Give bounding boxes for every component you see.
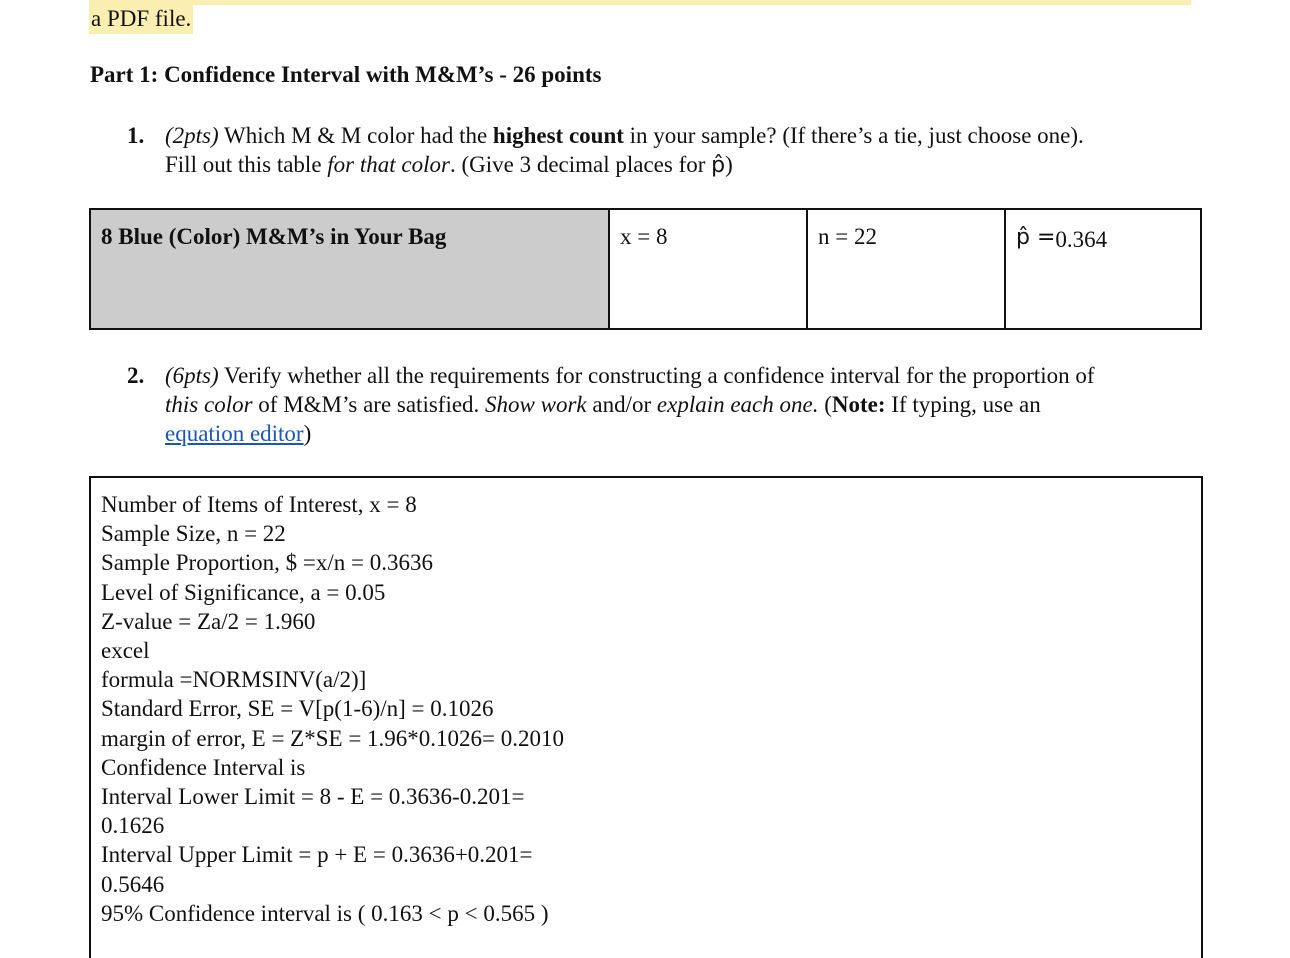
color-count-table (89, 208, 1202, 330)
table-phat-cell[interactable] (1005, 209, 1201, 329)
work-line: 95% Confidence interval is ( 0.163 < p < 0.565 ) (101, 900, 549, 926)
work-line: Standard Error, SE = V[p(1-6)/n] = 0.1026 (101, 696, 494, 722)
table-phat-value: 0.364 (1055, 227, 1108, 252)
work-line: Interval Lower Limit = 8 - E = 0.3636-0.201= (101, 784, 525, 810)
work-line: Interval Upper Limit = p + E = 0.3636+0.201= (101, 842, 533, 868)
p-hat-symbol: p̂ (711, 153, 726, 178)
part-title: Part 1: Confidence Interval with M&M’s - 26 points (90, 62, 602, 87)
work-line: Level of Significance, a = 0.05 (101, 579, 386, 605)
question-2-number: 2. (127, 363, 145, 388)
question-1-number: 1. (127, 123, 145, 148)
work-line: 0.5646 (101, 871, 165, 897)
table-phat-symbol: p̂ = (1016, 225, 1056, 250)
work-line: Confidence Interval is (101, 754, 306, 780)
work-line: Sample Size, n = 22 (101, 521, 286, 547)
work-lines (101, 490, 564, 928)
question-2: 2. (6pts) Verify whether all the requirements for constructing a confidence interval for the proportion of this color of M&M’s are satisfied. Show work and/or explain each one. (Note: If typing, use an equation editor) (127, 363, 1095, 446)
intro-tail-text: a PDF file. (89, 4, 193, 34)
work-line: margin of error, E = Z*SE = 1.96*0.1026= 0.2010 (101, 725, 565, 751)
work-line: excel (101, 638, 150, 664)
work-line: Sample Proportion, $ =x/n = 0.3636 (101, 550, 433, 576)
question-1: 1. (2pts) Which M & M color had the highest count in your sample? (If there’s a tie, just choose one). Fill out this table for that color. (Give 3 decimal places for p̂) (127, 123, 1084, 178)
question-2-points: (6pts) (165, 363, 219, 388)
work-line: Number of Items of Interest, x = 8 (101, 492, 417, 517)
equation-editor-link[interactable]: equation editor (165, 421, 304, 446)
question-1-points: (2pts) (165, 123, 219, 148)
work-line: formula =NORMSINV(a/2)] (101, 667, 367, 693)
table-label-cell: 8 Blue (Color) M&M’s in Your Bag (90, 209, 609, 329)
highlight-strip (89, 0, 1191, 5)
work-line: Z-value = Za/2 = 1.960 (101, 608, 316, 634)
work-line: 0.1626 (101, 813, 165, 839)
table-n-cell[interactable]: n = 22 (807, 209, 1005, 329)
table-x-cell[interactable]: x = 8 (609, 209, 807, 329)
